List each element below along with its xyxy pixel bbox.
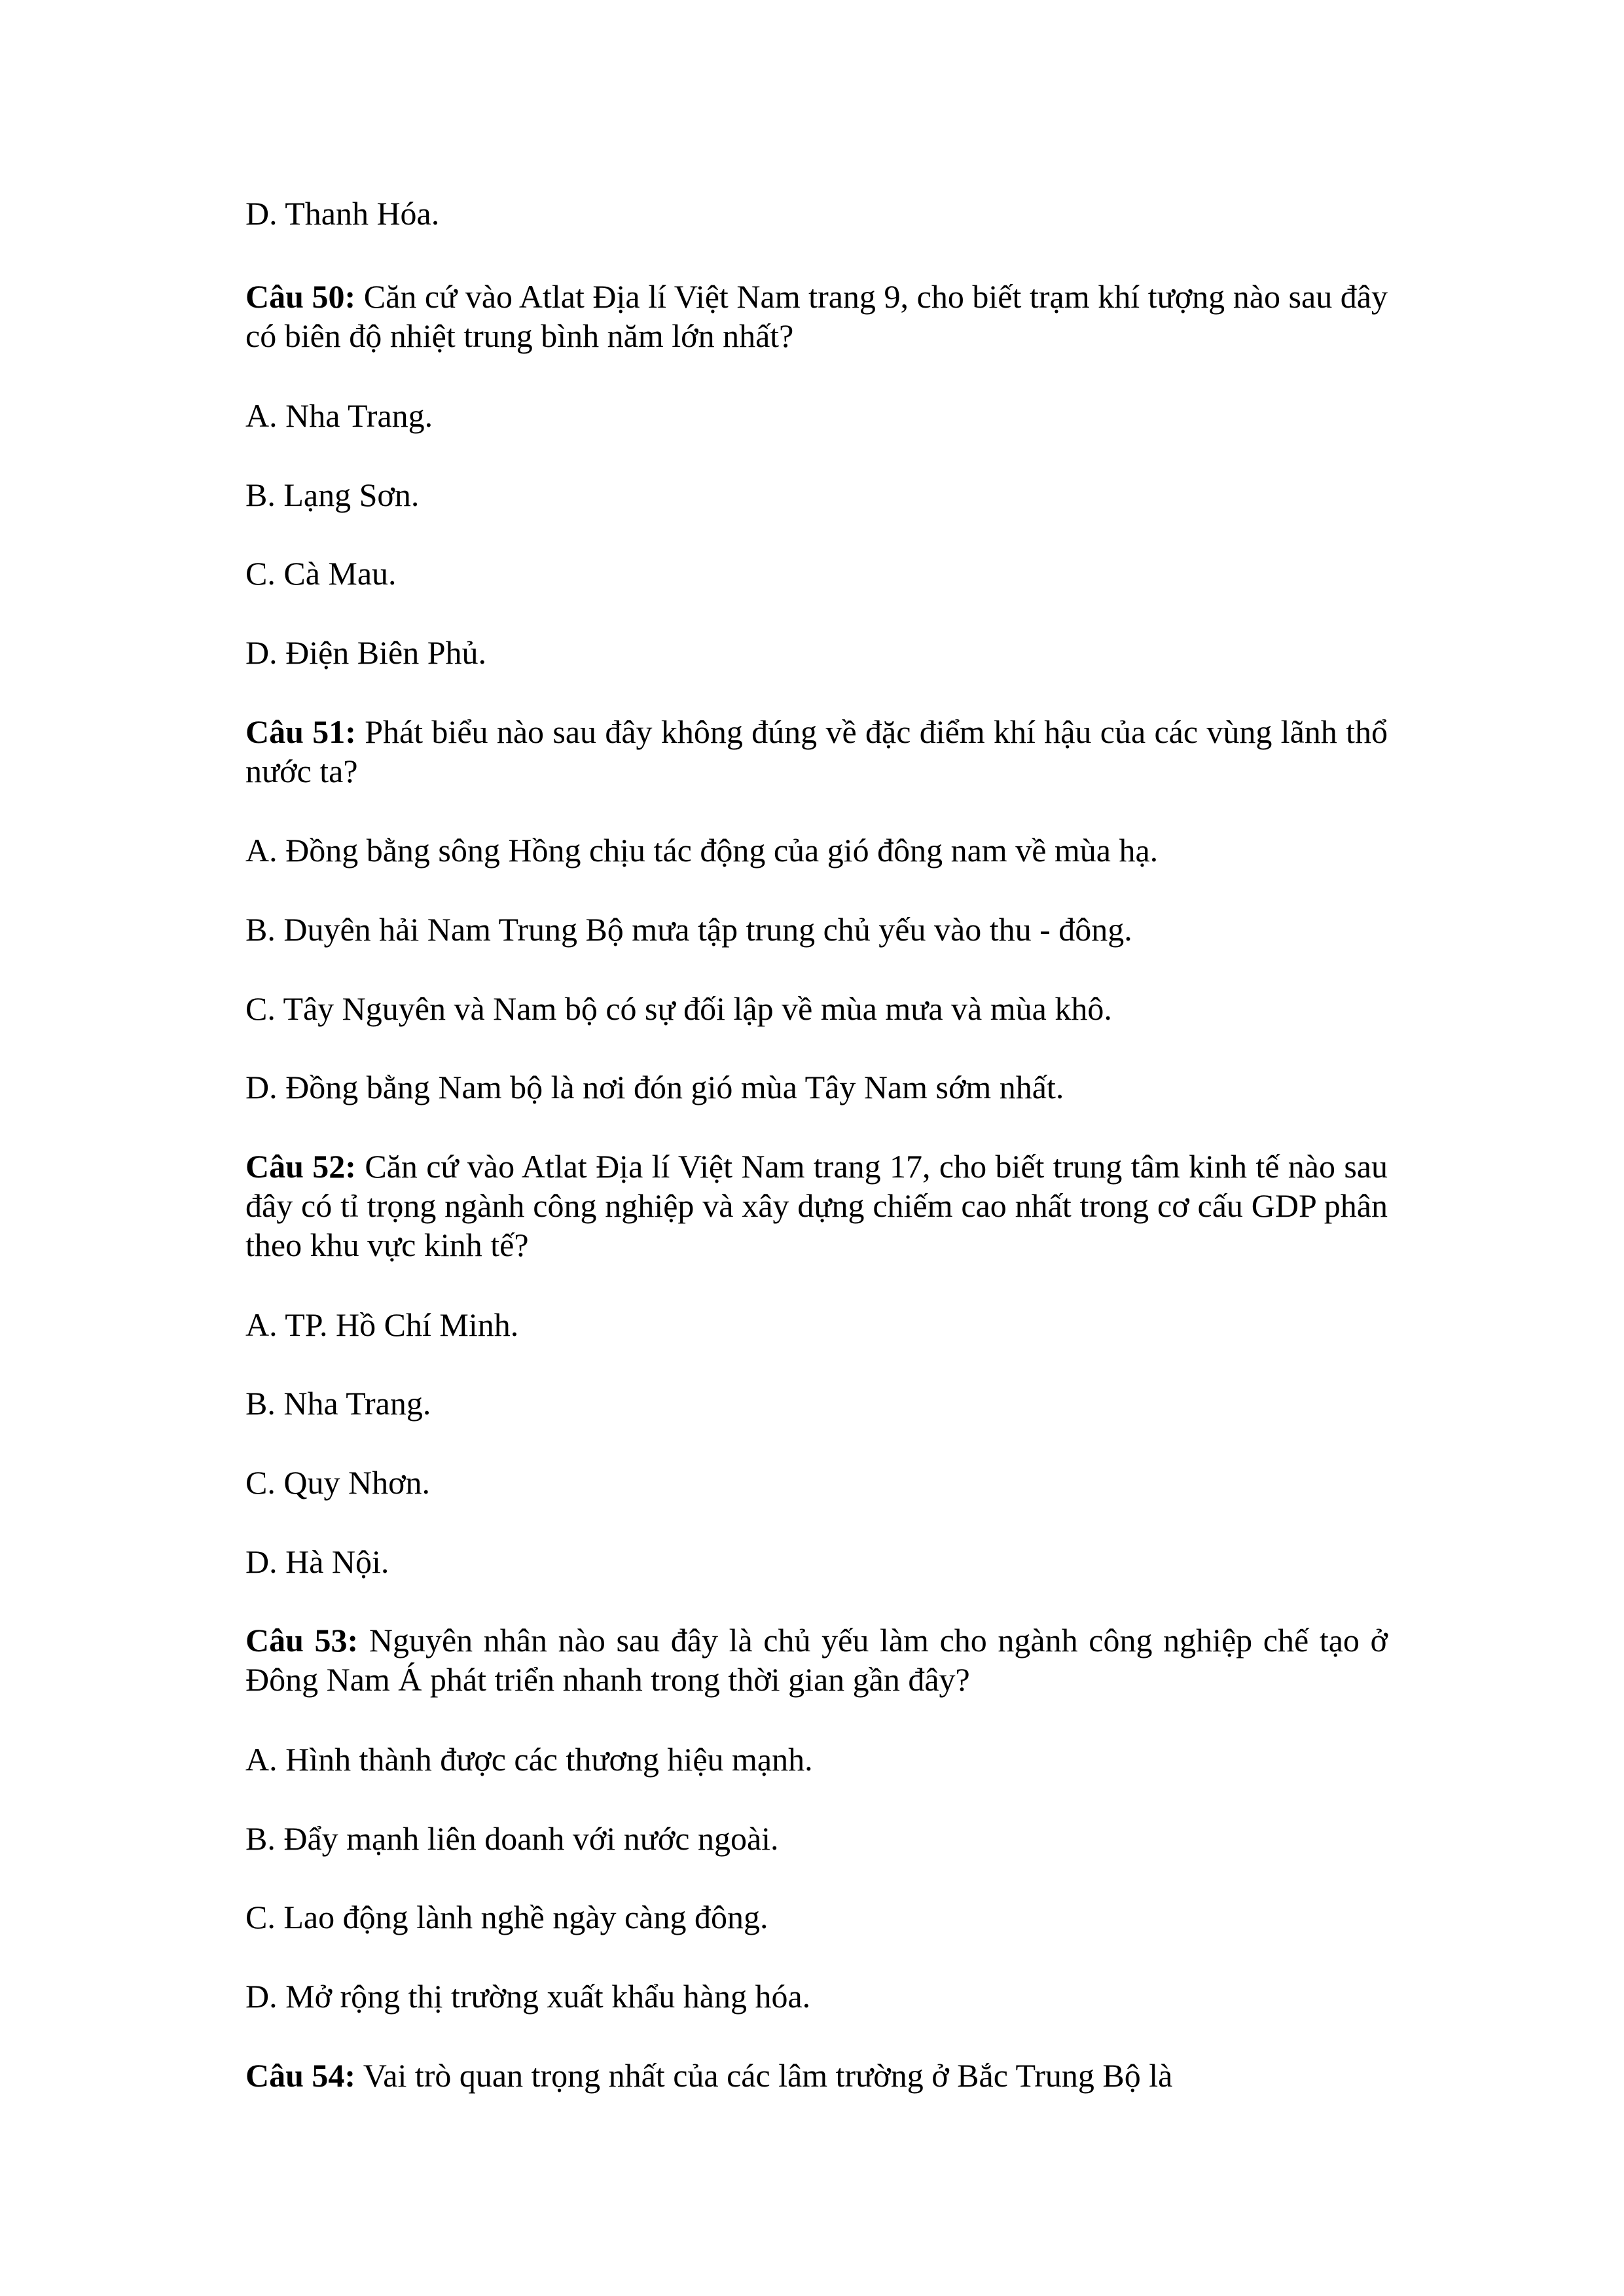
answer-option: D. Điện Biên Phủ. — [245, 634, 487, 671]
answer-option: C. Cà Mau. — [245, 555, 397, 592]
answer-option: A. Nha Trang. — [245, 397, 433, 434]
question-label: Câu 53: — [245, 1622, 359, 1659]
answer-option: B. Lạng Sơn. — [245, 476, 420, 513]
question-54 — [245, 2056, 1388, 2095]
question-52 — [245, 1147, 1388, 1265]
answer-option: A. Hình thành được các thương hiệu mạnh. — [245, 1741, 813, 1778]
question-text: Phát biểu nào sau đây không đúng về đặc điểm khí hậu của các vùng lãnh thổ nước ta? — [245, 713, 1388, 789]
question-label: Câu 50: — [245, 278, 356, 315]
question-label: Câu 54: — [245, 2057, 356, 2094]
answer-option: A. TP. Hồ Chí Minh. — [245, 1306, 519, 1343]
question-text: Vai trò quan trọng nhất của các lâm trường ở Bắc Trung Bộ là — [363, 2057, 1173, 2094]
answer-option: B. Đẩy mạnh liên doanh với nước ngoài. — [245, 1820, 779, 1857]
answer-option: C. Lao động lành nghề ngày càng đông. — [245, 1899, 768, 1935]
question-label: Câu 51: — [245, 713, 356, 750]
answer-option: B. Duyên hải Nam Trung Bộ mưa tập trung chủ yếu vào thu - đông. — [245, 911, 1132, 948]
question-text: Căn cứ vào Atlat Địa lí Việt Nam trang 9, cho biết trạm khí tượng nào sau đây có biên độ nhiệt trung bình năm lớn nhất? — [245, 278, 1388, 354]
answer-option: C. Tây Nguyên và Nam bộ có sự đối lập về mùa mưa và mùa khô. — [245, 990, 1112, 1027]
question-51 — [245, 712, 1388, 791]
answer-option: D. Mở rộng thị trường xuất khẩu hàng hóa. — [245, 1978, 811, 2015]
question-text: Nguyên nhân nào sau đây là chủ yếu làm cho ngành công nghiệp chế tạo ở Đông Nam Á phát triển nhanh trong thời gian gần đây? — [245, 1622, 1388, 1698]
answer-option: D. Thanh Hóa. — [245, 195, 440, 232]
question-text: Căn cứ vào Atlat Địa lí Việt Nam trang 17, cho biết trung tâm kinh tế nào sau đây có tỉ trọng ngành công nghiệp và xây dựng chiếm cao nhất trong cơ cấu GDP phân theo khu vực kinh tế? — [245, 1148, 1388, 1263]
question-53 — [245, 1621, 1388, 1699]
answer-option: A. Đồng bằng sông Hồng chịu tác động của gió đông nam về mùa hạ. — [245, 832, 1159, 869]
question-label: Câu 52: — [245, 1148, 356, 1185]
answer-option: D. Đồng bằng Nam bộ là nơi đón gió mùa Tây Nam sớm nhất. — [245, 1069, 1064, 1105]
answer-option: C. Quy Nhơn. — [245, 1464, 431, 1501]
question-50 — [245, 277, 1388, 355]
answer-option: D. Hà Nội. — [245, 1543, 389, 1580]
answer-option: B. Nha Trang. — [245, 1385, 431, 1422]
